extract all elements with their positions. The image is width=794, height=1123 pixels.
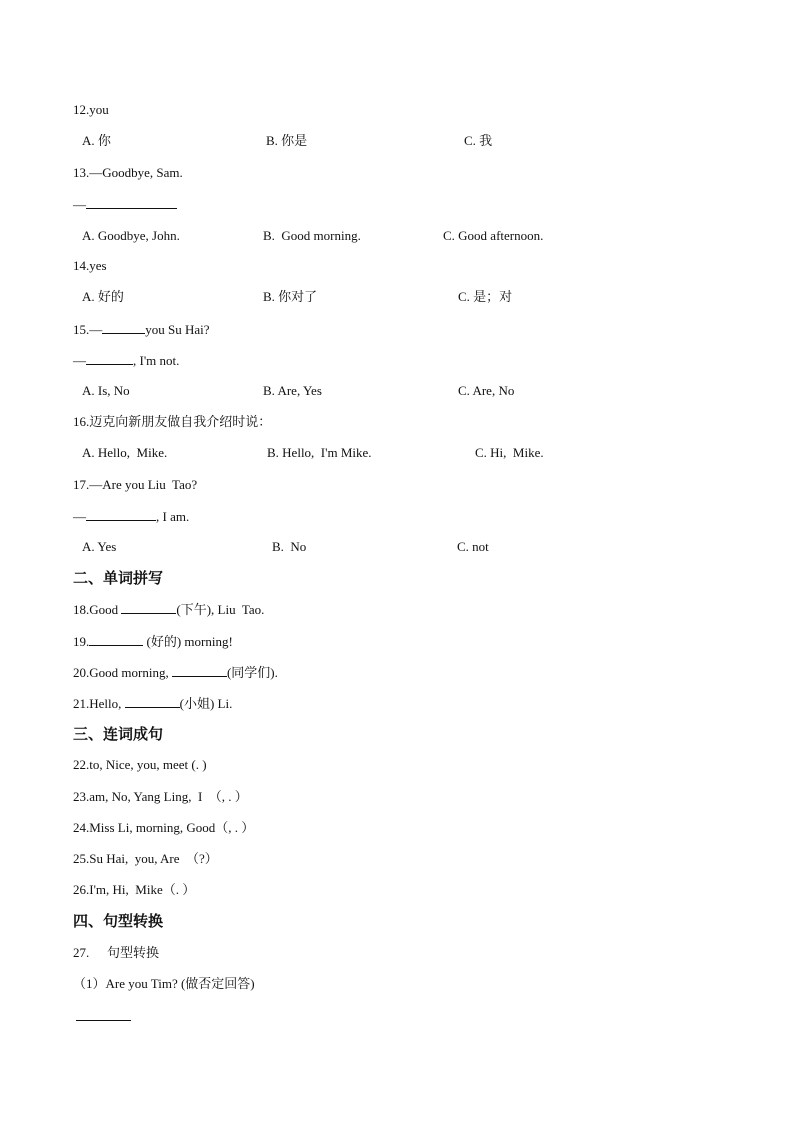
q19-prefix: 19. xyxy=(73,634,90,649)
question-12-stem: 12.you xyxy=(73,102,109,117)
question-14-option-b: B. 你对了 xyxy=(263,289,318,304)
answer-blank[interactable] xyxy=(86,508,156,521)
question-27-sub-1: （1）Are you Tim? (做否定回答) xyxy=(73,976,255,991)
answer-blank[interactable] xyxy=(172,664,227,677)
answer-blank[interactable] xyxy=(125,695,180,708)
question-17-option-b: B. No xyxy=(272,539,307,554)
section-2-heading: 二、单词拼写 xyxy=(73,569,164,587)
q18-suffix: (下午), Liu Tao. xyxy=(176,602,265,617)
answer-blank[interactable] xyxy=(121,601,176,614)
question-13-option-b: B. Good morning. xyxy=(263,228,361,243)
answer-blank[interactable] xyxy=(76,1008,131,1021)
question-17-option-a: A. Yes xyxy=(82,539,117,554)
question-16-option-b: B. Hello, I'm Mike. xyxy=(267,445,372,460)
question-16-stem: 16.迈克向新朋友做自我介绍时说： xyxy=(73,414,272,429)
question-15-option-a: A. Is, No xyxy=(82,383,130,398)
question-20 xyxy=(73,664,278,681)
question-27-title: 句型转换 xyxy=(107,945,160,960)
question-27-number: 27. xyxy=(73,945,90,960)
question-14-stem: 14.yes xyxy=(73,258,107,273)
q21-prefix: 21.Hello, xyxy=(73,696,125,711)
answer-blank[interactable] xyxy=(89,633,143,646)
question-17-option-c: C. not xyxy=(457,539,489,554)
question-15-option-b: B. Are, Yes xyxy=(263,383,322,398)
question-13-option-c: C. Good afternoon. xyxy=(443,228,544,243)
question-12-option-b: B. 你是 xyxy=(266,133,308,148)
question-12-option-c: C. 我 xyxy=(464,133,493,148)
q21-suffix: (小姐) Li. xyxy=(179,696,233,711)
q15-text: you Su Hai? xyxy=(145,322,210,337)
question-13-stem: 13.—Goodbye, Sam. xyxy=(73,165,183,180)
question-21 xyxy=(73,695,232,712)
q17-text: , I am. xyxy=(156,509,190,524)
q15-text-2: , I'm not. xyxy=(133,353,180,368)
question-24: 24.Miss Li, morning, Good（, . ） xyxy=(73,820,255,835)
question-19 xyxy=(73,633,233,650)
q18-prefix: 18.Good xyxy=(73,602,122,617)
answer-blank[interactable] xyxy=(102,321,145,334)
question-14-option-c: C. 是；对 xyxy=(458,289,513,304)
question-18 xyxy=(73,601,264,618)
question-13-answer-line xyxy=(73,196,177,213)
q15-prefix: 15.— xyxy=(73,322,103,337)
section-4-heading: 四、句型转换 xyxy=(73,912,164,930)
question-27-answer-line xyxy=(76,1008,131,1025)
q19-suffix: (好的) morning! xyxy=(143,634,233,649)
question-12-option-a: A. 你 xyxy=(82,133,111,148)
question-14-option-a: A. 好的 xyxy=(82,289,124,304)
section-3-heading: 三、连词成句 xyxy=(73,725,164,743)
question-15-line-2 xyxy=(73,352,179,369)
question-16-option-c: C. Hi, Mike. xyxy=(475,445,544,460)
dash: — xyxy=(73,197,86,212)
q20-suffix: (同学们). xyxy=(226,665,278,680)
question-26: 26.I'm, Hi, Mike（. ） xyxy=(73,882,196,897)
dash: — xyxy=(73,353,86,368)
q20-prefix: 20.Good morning, xyxy=(73,665,172,680)
question-15-line-1 xyxy=(73,321,210,338)
question-17-stem: 17.—Are you Liu Tao? xyxy=(73,477,198,492)
answer-blank[interactable] xyxy=(86,196,177,209)
question-15-option-c: C. Are, No xyxy=(458,383,515,398)
question-25: 25.Su Hai, you, Are （?） xyxy=(73,851,218,866)
question-22: 22.to, Nice, you, meet (. ) xyxy=(73,757,207,772)
question-17-answer-line xyxy=(73,508,189,525)
question-23: 23.am, No, Yang Ling, I （, . ） xyxy=(73,789,248,804)
dash: — xyxy=(73,509,86,524)
answer-blank[interactable] xyxy=(86,352,133,365)
question-16-option-a: A. Hello, Mike. xyxy=(82,445,168,460)
question-13-option-a: A. Goodbye, John. xyxy=(82,228,180,243)
